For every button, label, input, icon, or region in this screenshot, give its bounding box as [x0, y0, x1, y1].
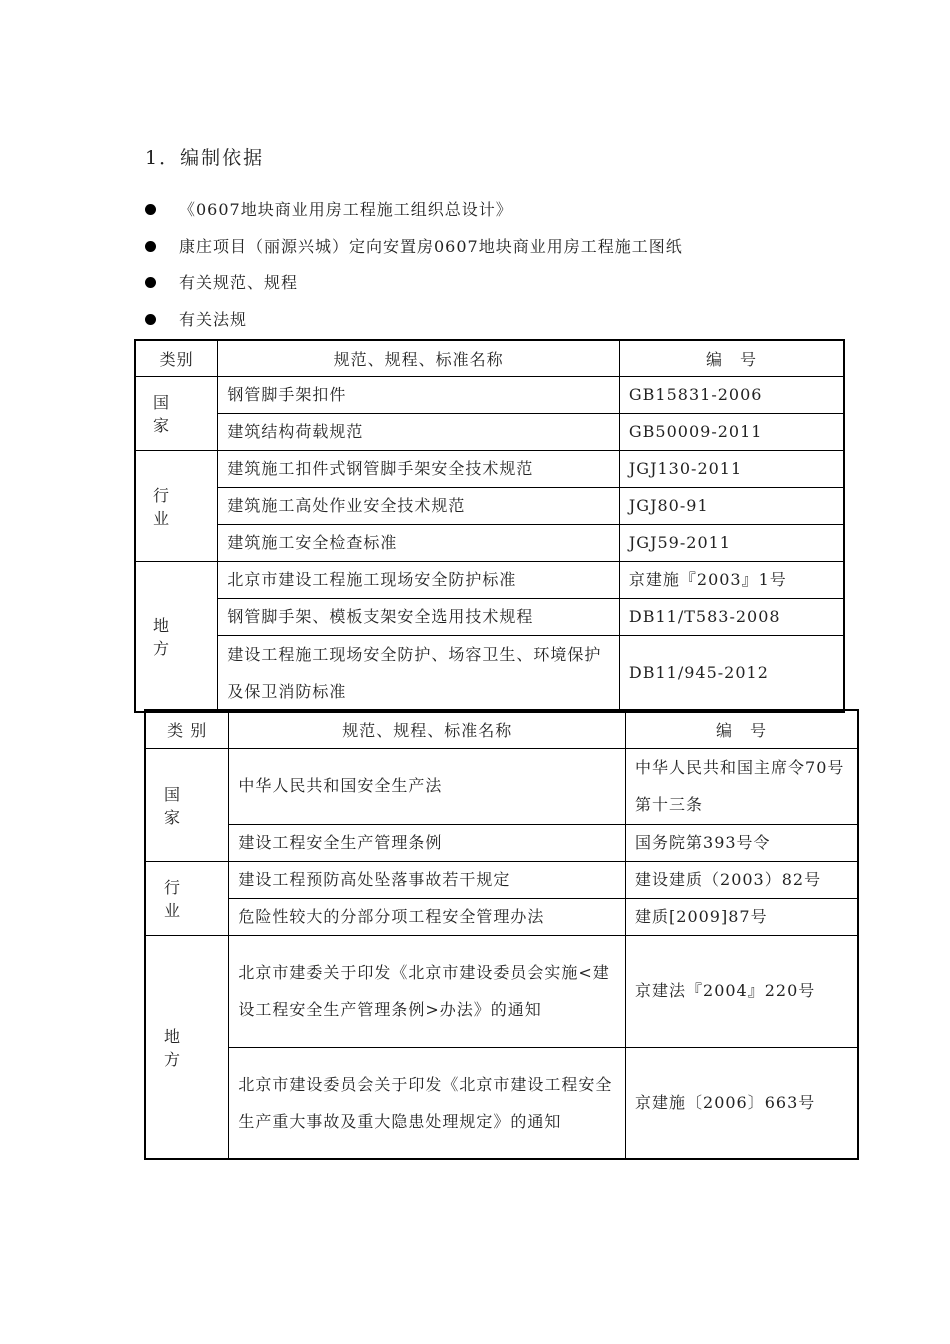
standard-code: DB11/T583-2008: [619, 598, 844, 635]
list-item: 《0607地块商业用房工程施工组织总设计》: [145, 198, 683, 235]
standard-code: JGJ59-2011: [619, 524, 844, 561]
regulation-name: 危险性较大的分部分项工程安全管理办法: [229, 898, 626, 935]
bullet-icon: [145, 277, 156, 288]
header-code: 编 号: [626, 710, 858, 748]
bullet-icon: [145, 314, 156, 325]
category-cell: 行 业: [145, 861, 229, 935]
bullet-icon: [145, 241, 156, 252]
standard-code: GB15831-2006: [619, 376, 844, 413]
table-header-row: [135, 340, 844, 376]
table-row: [145, 861, 858, 898]
category-cell: 地 方: [135, 561, 218, 712]
table-row: [135, 524, 844, 561]
table-row: [145, 748, 858, 824]
list-item: 康庄项目（丽源兴城）定向安置房0607地块商业用房工程施工图纸: [145, 235, 683, 272]
table-row: [135, 376, 844, 413]
regulation-name: 建设工程预防高处坠落事故若干规定: [229, 861, 626, 898]
table-row: [135, 450, 844, 487]
header-name: 规范、规程、标准名称: [229, 710, 626, 748]
regulation-code: 国务院第393号令: [626, 824, 858, 861]
standard-name: 北京市建设工程施工现场安全防护标准: [218, 561, 620, 598]
category-cell: 国家: [135, 376, 218, 450]
table-row: [145, 935, 858, 1047]
bullet-icon: [145, 204, 156, 215]
standard-name: 建筑施工高处作业安全技术规范: [218, 487, 620, 524]
header-category: 类 别: [145, 710, 229, 748]
standard-name: 钢管脚手架、模板支架安全选用技术规程: [218, 598, 620, 635]
standard-name: 钢管脚手架扣件: [218, 376, 620, 413]
standard-name: 建筑施工扣件式钢管脚手架安全技术规范: [218, 450, 620, 487]
regulation-code: 建质[2009]87号: [626, 898, 858, 935]
standard-code: JGJ130-2011: [619, 450, 844, 487]
table-header-row: [145, 710, 858, 748]
regulation-code: 建设建质（2003）82号: [626, 861, 858, 898]
header-category: 类别: [135, 340, 218, 376]
standard-code: DB11/945-2012: [619, 635, 844, 712]
table-row: [145, 824, 858, 861]
standard-code: JGJ80-91: [619, 487, 844, 524]
regulation-code: 中华人民共和国主席令70号第十三条: [626, 748, 858, 824]
table-row: [135, 487, 844, 524]
regulation-name: 北京市建设委员会关于印发《北京市建设工程安全生产重大事故及重大隐患处理规定》的通知: [229, 1047, 626, 1159]
regulation-name: 北京市建委关于印发《北京市建设委员会实施<建设工程安全生产管理条例>办法》的通知: [229, 935, 626, 1047]
table-row: [135, 598, 844, 635]
basis-list: [145, 198, 683, 344]
standard-code: GB50009-2011: [619, 413, 844, 450]
regulation-code: 京建法『2004』220号: [626, 935, 858, 1047]
section-heading: 1．编制依据: [145, 147, 265, 169]
table-row: [135, 413, 844, 450]
regulation-code: 京建施〔2006〕663号: [626, 1047, 858, 1159]
table-row: [145, 898, 858, 935]
table-row: [135, 635, 844, 712]
regulation-name: 中华人民共和国安全生产法: [229, 748, 626, 824]
standards-table: [134, 339, 845, 713]
category-cell: 地 方: [145, 935, 229, 1159]
list-item: 有关规范、规程: [145, 271, 683, 308]
standard-code: 京建施『2003』1号: [619, 561, 844, 598]
standard-name: 建设工程施工现场安全防护、场容卫生、环境保护及保卫消防标准: [218, 635, 620, 712]
table-row: [145, 1047, 858, 1159]
standard-name: 建筑结构荷载规范: [218, 413, 620, 450]
header-code: 编 号: [619, 340, 844, 376]
table-row: [135, 561, 844, 598]
regulation-name: 建设工程安全生产管理条例: [229, 824, 626, 861]
list-item: 有关法规: [145, 308, 683, 345]
header-name: 规范、规程、标准名称: [218, 340, 620, 376]
standard-name: 建筑施工安全检查标准: [218, 524, 620, 561]
category-cell: 行 业: [135, 450, 218, 561]
regulations-table: [144, 709, 859, 1160]
category-cell: 国 家: [145, 748, 229, 861]
